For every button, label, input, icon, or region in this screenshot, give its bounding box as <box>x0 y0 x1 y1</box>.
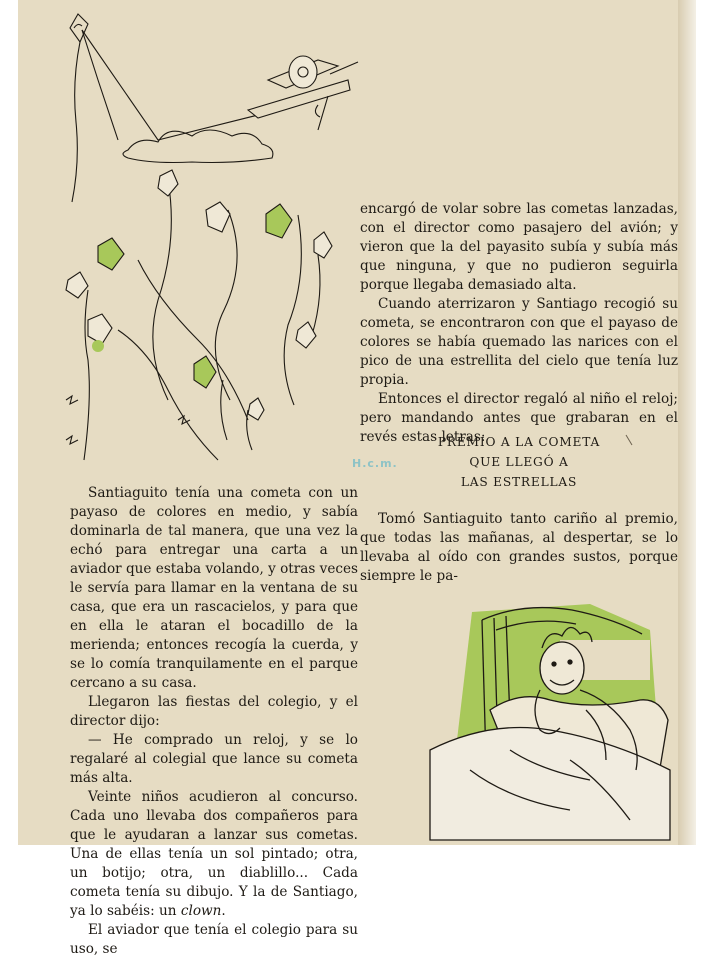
inscription-line: PREMIO A LA COMETA <box>437 435 601 449</box>
right-column-top-text <box>360 200 678 447</box>
kite-top-left <box>70 14 88 42</box>
paragraph: Santiaguito tenía una cometa con un payaso de colores en medio, y sabía dominarla de tal manera, que una vez la echó para entregar una carta a un aviador que estaba volando, y otras veces le servía para llamar en la ventana de su casa, que era un rascacielos, y para que en ella le ataran el bocadillo de la merienda; entonces recogía la cuerda, y se lo comía tranquilamente en el parque cercano a su casa. <box>70 485 358 691</box>
paragraph <box>70 788 358 921</box>
right-column-middle-text <box>360 510 678 586</box>
emphasis-clown: clown <box>180 903 222 919</box>
paragraph-text: Veinte niños acudieron al concurso. Cada uno llevaba dos compañeros para que le ayudaran a lanzar sus cometas. Una de ellas tenía un sol pintado; otra, un botijo; otra, un diablillo... Cada cometa tenía su dibujo. Y la de Santiago, ya lo sabéis: un <box>70 789 358 919</box>
page-edge <box>678 0 696 845</box>
inscription-line: QUE LLEGÓ A <box>469 455 569 469</box>
decorative-mark <box>624 433 634 447</box>
paragraph: El aviador que tenía el colegio para su uso, se <box>70 922 358 957</box>
watermark: H.c.m. <box>352 457 398 470</box>
plane-illustration <box>248 56 358 130</box>
kites-illustration <box>18 0 358 480</box>
left-column-text <box>70 484 358 959</box>
bed-illustration <box>410 600 680 840</box>
paragraph: Tomó Santiaguito tanto cariño al premio, que todas las mañanas, al despertar, se lo llevaba al oído con grandes sustos, porque siempre le pa- <box>360 511 678 584</box>
book-page <box>18 0 696 957</box>
paragraph: encargó de volar sobre las cometas lanzadas, con el director como pasajero del avión; y vieron que la del payasito subía y subía más que ninguna, y que no pudieron seguirla porque llegaba demasiado alta. <box>360 201 678 293</box>
inscription-line: LAS ESTRELLAS <box>460 475 578 489</box>
paragraph: Cuando aterrizaron y Santiago recogió su cometa, se encontraron con que el payaso de colores se había quemado las narices con el pico de una estrellita del cielo que tenía luz propia. <box>360 296 678 388</box>
paragraph: Entonces el director regaló al niño el reloj; pero mandando antes que grabaran en el revés estas letras: <box>360 391 678 445</box>
punctuation: . <box>221 903 226 919</box>
paragraph: — He comprado un reloj, y se lo regalaré al colegial que lance su cometa más alta. <box>70 732 358 786</box>
paragraph: Llegaron las fiestas del colegio, y el director dijo: <box>70 694 358 729</box>
